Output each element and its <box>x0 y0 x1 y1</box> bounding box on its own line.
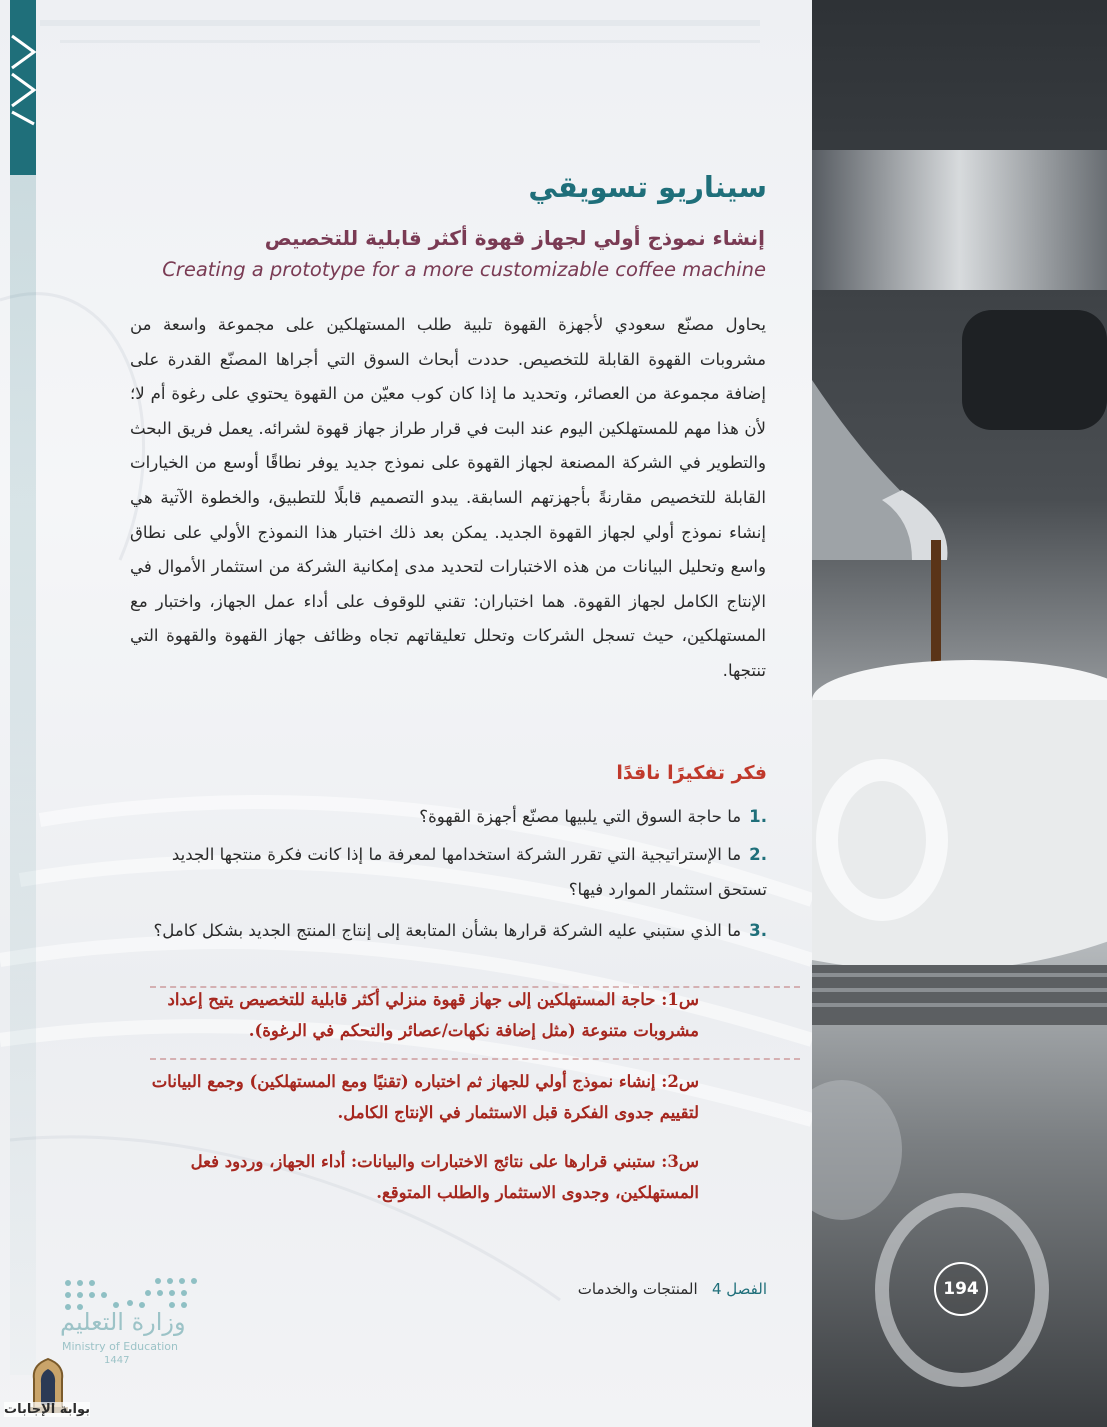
question-1 <box>137 800 767 835</box>
ministry-year: 1447 <box>104 1355 130 1366</box>
chapter-title: المنتجات والخدمات <box>577 1280 698 1298</box>
chapter-label: الفصل 4 <box>711 1280 767 1298</box>
question-2 <box>137 838 767 907</box>
answer-1 <box>139 984 699 1046</box>
answer-number: س3: <box>661 1152 699 1171</box>
ministry-name-english: Ministry of Education <box>62 1340 179 1353</box>
answer-divider <box>150 1058 800 1060</box>
question-number: .3 <box>749 921 767 940</box>
footer-chapter <box>578 1280 767 1298</box>
answer-text: ستبني قرارها على نتائج الاختبارات والبيانات: أداء الجهاز، وردود فعل المستهلكين، وجدوى الاستثمار والطلب المتوقع. <box>190 1152 699 1202</box>
question-text: ما الإستراتيجية التي تقرر الشركة استخدامها لمعرفة ما إذا كانت فكرة منتجها الجديد تستحق استثمار الموارد فيها؟ <box>171 845 767 899</box>
question-3 <box>137 914 767 949</box>
answers-portal-label: بوابة الإجابات <box>4 1402 90 1417</box>
spine-strip <box>0 0 40 1427</box>
coffee-machine-photo <box>812 0 1107 1427</box>
question-text: ما الذي ستبني عليه الشركة قرارها بشأن المتابعة إلى إنتاج المنتج الجديد بشكل كامل؟ <box>153 921 742 940</box>
critical-thinking-heading: فكر تفكيرًا ناقدًا <box>616 762 767 784</box>
answer-3 <box>139 1146 699 1208</box>
spine-fade <box>10 175 36 1375</box>
question-number: .2 <box>749 845 767 864</box>
answer-text: إنشاء نموذج أولي للجهاز ثم اختباره (تقنيًا ومع المستهلكين) وجمع البيانات لتقييم جدوى الفكرة قبل الاستثمار في الإنتاج الكامل. <box>151 1072 699 1122</box>
ministry-name-arabic: وزارة التعليم <box>60 1308 186 1336</box>
answer-2 <box>139 1066 699 1128</box>
scenario-paragraph: يحاول مصنّع سعودي لأجهزة القهوة تلبية طلب المستهلكين على مجموعة واسعة من مشروبات القهوة القابلة للتخصيص. حددت أبحاث السوق التي أجراها المصنّع القدرة على إضافة مجموعة من العصائر، وتحديد ما إذا كان كوب معيّن من القهوة يحتوي على رغوة أم لا؛ لأن هذا مهم للمستهلكين اليوم عند البت في قرار طراز جهاز قهوة لشرائه. يعمل فريق البحث والتطوير في الشركة المصنعة لجهاز القهوة على نموذج جديد يوفر نطاقًا أوسع من الخيارات القابلة للتخصيص مقارنةً بأجهزتهم السابقة. يبدو التصميم قابلًا للتطبيق، والخطوة الآتية هي إنشاء نموذج أولي لجهاز القهوة الجديد. يمكن بعد ذلك اختبار هذا النموذج الأولي على نطاق واسع وتحليل البيانات من هذه الاختبارات لتحديد مدى إمكانية الشركة من استثمار الأموال في الإنتاج الكامل لجهاز القهوة. هما اختباران: تقني للوقوف على أداء عمل الجهاز، واختبار مع المستهلكين، حيث تسجل الشركات وتحلل تعليقاتهم تجاه وظائف جهاز القهوة والقهوة التي تنتجها. <box>130 315 766 680</box>
answer-number: س1: <box>661 990 699 1009</box>
page-title: سيناريو تسويقي <box>528 170 767 204</box>
question-text: ما حاجة السوق التي يلبيها مصنّع أجهزة القهوة؟ <box>419 807 742 826</box>
subtitle-arabic: إنشاء نموذج أولي لجهاز قهوة أكثر قابلية للتخصيص <box>264 226 765 250</box>
answer-text: حاجة المستهلكين إلى جهاز قهوة منزلي أكثر قابلية للتخصيص يتيح إعداد مشروبات متنوعة (مثل إضافة نكهات/عصائر والتحكم في الرغوة). <box>167 990 699 1040</box>
spine-pattern-icon <box>6 30 40 130</box>
answer-number: س2: <box>661 1072 699 1091</box>
page-number: 194 <box>934 1262 988 1316</box>
question-number: .1 <box>749 807 767 826</box>
subtitle-english: Creating a prototype for a more customizable coffee machine <box>162 258 766 281</box>
